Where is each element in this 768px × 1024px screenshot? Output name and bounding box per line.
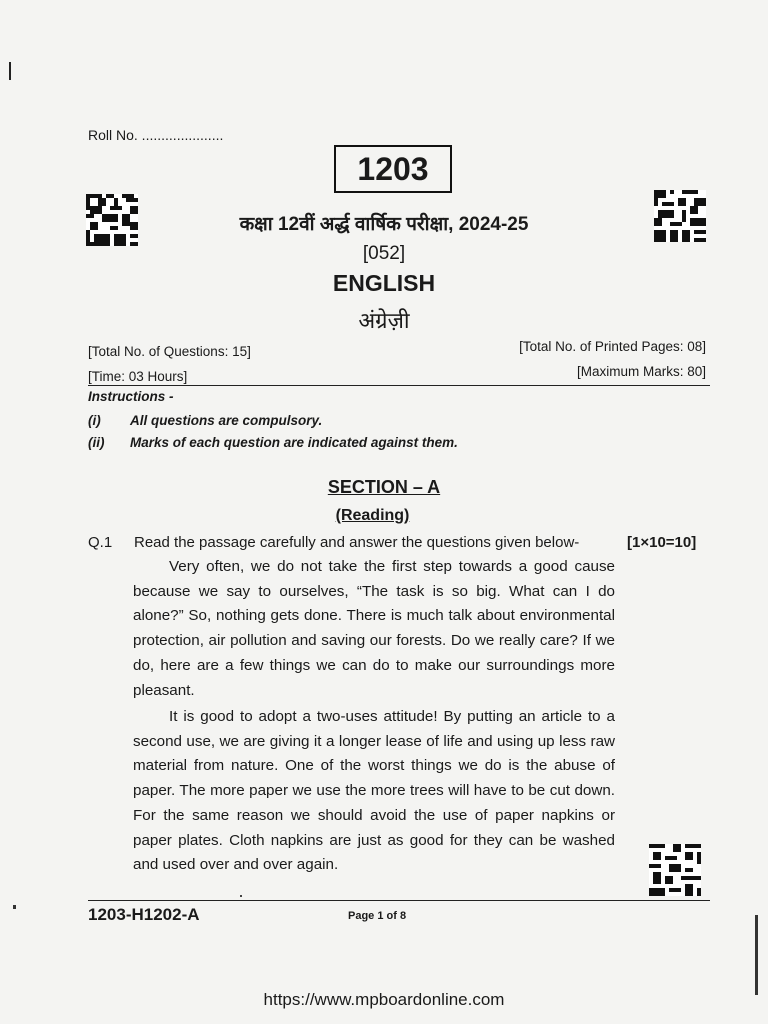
paper-code-box: 1203: [334, 145, 452, 193]
total-questions: [Total No. of Questions: 15]: [88, 344, 251, 359]
subject-title-hindi: अंग्रेज़ी: [358, 308, 410, 333]
passage-paragraph: Very often, we do not take the first step towards a good cause because we say to ourselves, “The task is so big. What can I do alone?” So, nothing gets done. There is much talk about environmental protection, air pollution and saving our forests. Do we really care? If we do, here are a few things we can do to make our surroundings more pleasant.: [133, 558, 615, 699]
maximum-marks: [Maximum Marks: 80]: [576, 364, 706, 379]
page-number: Page 1 of 8: [348, 910, 407, 922]
exam-title-hindi: कक्षा 12वीं अर्द्ध वार्षिक परीक्षा, 2024-25: [239, 214, 529, 235]
section-title: SECTION – A: [327, 477, 441, 497]
printed-pages: [Total No. of Printed Pages: 08]: [519, 339, 706, 354]
question-marks: [1×10=10]: [627, 534, 697, 551]
time-allowed: [Time: 03 Hours]: [88, 369, 188, 384]
scan-dot: [240, 895, 242, 897]
passage-paragraph: It is good to adopt a two-uses attitude! By putting an article to a second use, we are giving it a longer lease of life and using up less raw material from nature. One of the worst things we do is the abuse of paper. The more paper we use the more trees will have to be cut down. For the same reason we should avoid the use of paper napkins or paper plates. Cloth napkins are just as good for they can be washed and used over and over again.: [133, 708, 615, 874]
qr-code-icon: [649, 844, 701, 896]
instruction-number: (i): [88, 413, 101, 428]
instruction-item: [88, 435, 458, 450]
footer-url: https://www.mpboardonline.com: [263, 990, 505, 1009]
header-divider: [88, 385, 710, 386]
instructions-heading: Instructions -: [88, 389, 174, 404]
footer-divider: [88, 900, 710, 901]
scan-mark-right: [755, 915, 758, 995]
instruction-text: All questions are compulsory.: [130, 413, 323, 428]
subject-code: [052]: [362, 243, 406, 264]
instruction-item: [88, 413, 322, 428]
question-number: Q.1: [88, 534, 113, 551]
scan-dot: [13, 905, 16, 909]
instruction-text: Marks of each question are indicated against them.: [130, 435, 458, 450]
roll-number: Roll No. .....................: [88, 127, 224, 143]
footer-paper-code: 1203-H1202-A: [88, 905, 200, 924]
question-prompt: Read the passage carefully and answer the questions given below-: [134, 534, 580, 551]
scan-mark-left: [9, 62, 11, 80]
instruction-number: (ii): [88, 435, 105, 450]
subject-title: ENGLISH: [332, 270, 436, 296]
section-subtitle: (Reading): [335, 507, 410, 524]
